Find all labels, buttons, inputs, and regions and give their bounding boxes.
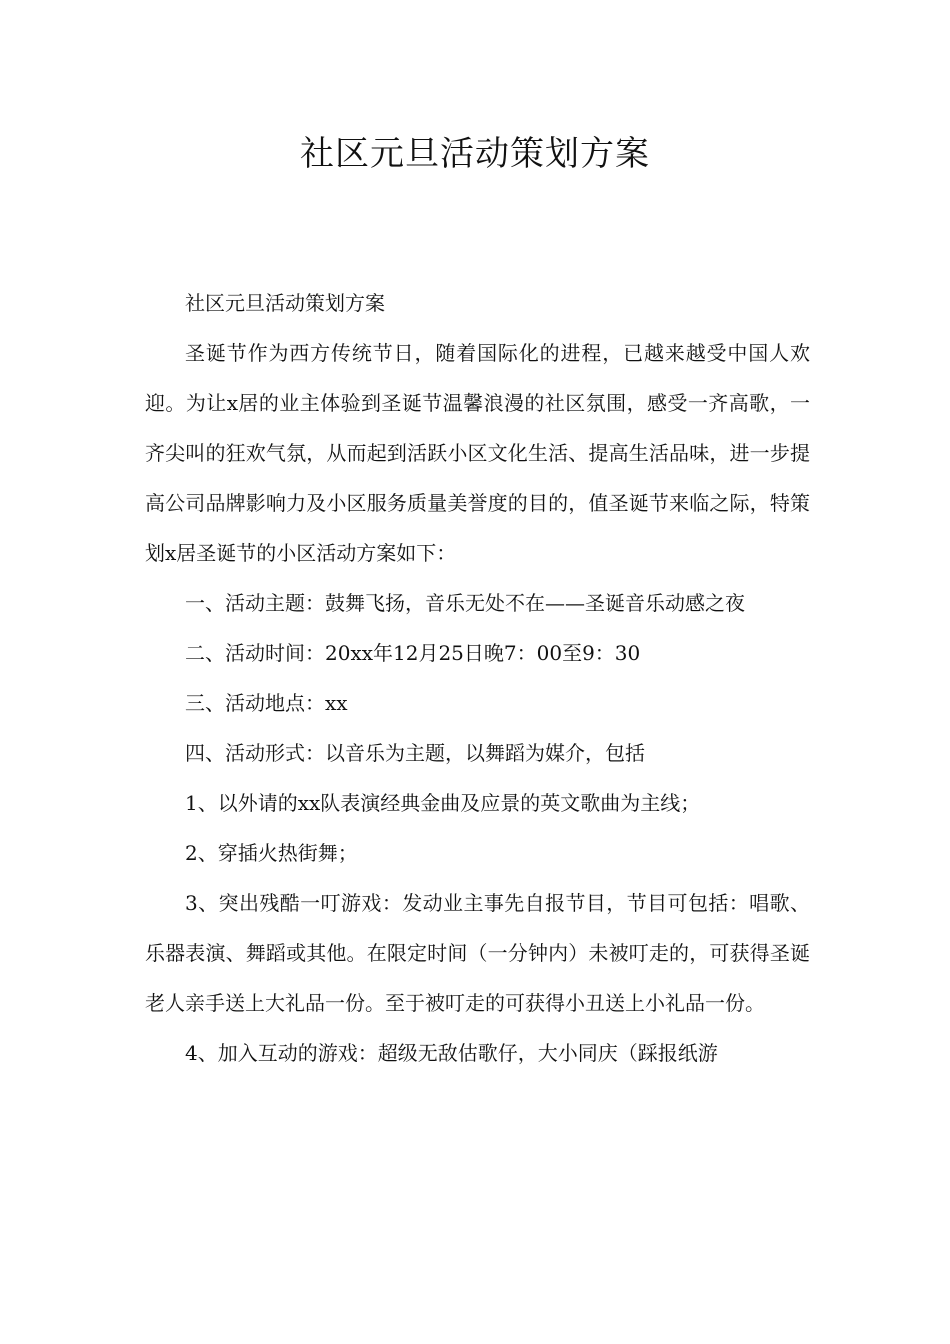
list-item: 2、穿插火热街舞； bbox=[185, 841, 358, 865]
paragraph-subtitle: 社区元旦活动策划方案 bbox=[185, 291, 385, 315]
document-title: 社区元旦活动策划方案 bbox=[300, 134, 650, 174]
list-item: 1、以外请的xx队表演经典金曲及应景的英文歌曲为主线； bbox=[185, 791, 701, 815]
list-item: 4、加入互动的游戏：超级无敌估歌仔，大小同庆（踩报纸游 bbox=[185, 1041, 718, 1065]
paragraph-intro: 圣诞节作为西方传统节日，随着国际化的进程，已越来越受中国人欢迎。为让x居的业主体验到圣诞节温馨浪漫的社区氛围，感受一齐高歌，一齐尖叫的狂欢气氛，从而起到活跃小区文化生活、提高生活品味，进一步提高公司品牌影响力及小区服务质量美誉度的目的，值圣诞节来临之际，特策划x居圣诞节的小区活动方案如下： bbox=[145, 341, 810, 565]
document-body bbox=[145, 278, 810, 1078]
list-item: 3、突出残酷一叮游戏：发动业主事先自报节目，节目可包括：唱歌、乐器表演、舞蹈或其他。在限定时间（一分钟内）未被叮走的，可获得圣诞老人亲手送上大礼品一份。至于被叮走的可获得小丑送上小礼品一份。 bbox=[145, 891, 810, 1015]
paragraph-format: 四、活动形式：以音乐为主题，以舞蹈为媒介，包括 bbox=[185, 741, 645, 765]
paragraph-location: 三、活动地点：xx bbox=[185, 691, 348, 715]
paragraph-theme: 一、活动主题：鼓舞飞扬，音乐无处不在——圣诞音乐动感之夜 bbox=[185, 591, 745, 615]
paragraph-time: 二、活动时间：20xx年12月25日晚7：00至9：30 bbox=[185, 641, 641, 665]
